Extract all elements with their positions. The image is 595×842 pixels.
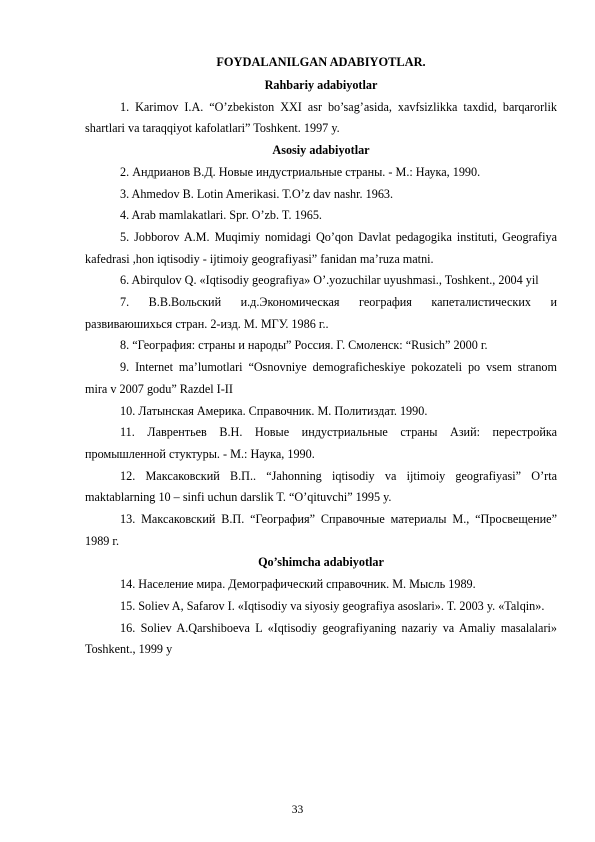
reference-item: 13. Максаковский В.П. “География” Справочные материалы М., “Просвещение” 1989 г. bbox=[85, 512, 557, 548]
reference-item: 4. Arab mamlakatlari. Spr. O’zb. T. 1965. bbox=[120, 208, 322, 223]
section-additional-literature bbox=[85, 552, 557, 661]
reference-item: 12. Максаковский В.П.. “Jahonning iqtisodiy va ijtimoiy geografiyasi” O’rta maktablarning 10 – sinfi uchun darslik T. “O’qituvchi” 1995 y. bbox=[85, 468, 557, 505]
reference-item: 2. Андрианов В.Д. Новые индустриальные страны. - М.: Наука, 1990. bbox=[120, 164, 481, 179]
page-title: FOYDALANILGAN ADABIYOTLAR. bbox=[216, 55, 426, 69]
reference-item: 8. “География: страны и народы” Россия. Г. Смоленск: “Rusich” 2000 г. bbox=[120, 338, 488, 353]
bibliography-content bbox=[85, 52, 557, 661]
section-main-literature bbox=[85, 140, 557, 552]
section-heading: Asosiy adabiyotlar bbox=[272, 143, 370, 158]
section-heading: Qo’shimcha adabiyotlar bbox=[258, 555, 384, 570]
reference-item: 3. Ahmedov B. Lotin Amerikasi. T.O’z dav nashr. 1963. bbox=[120, 186, 394, 201]
reference-item: 11. Лаврентьев В.Н. Новые индустриальные страны Азий: перестройка промышленной стуктуры. - М.: Наука, 1990. bbox=[85, 425, 557, 461]
reference-item: 16. Soliev A.Qarshiboeva L «Iqtisodiy geografiyaning nazariy va Amaliy masalalari» Toshkent., 1999 y bbox=[85, 620, 557, 657]
page-number: 33 bbox=[291, 804, 304, 816]
reference-item: 5. Jobborov A.M. Muqimiy nomidagi Qo’qon Davlat pedagogika instituti, Geografiya kafedrasi ,hon iqtisodiy - ijtimoiy geografiyasi” fanidan ma’ruza matni. bbox=[85, 229, 557, 266]
reference-item: 15. Soliev A, Safarov I. «Iqtisodiy va siyosiy geografiya asoslari». T. 2003 y. «Talqin». bbox=[120, 598, 545, 613]
section-heading: Rahbariy adabiyotlar bbox=[264, 78, 378, 92]
reference-item: 10. Латынская Америка. Справочник. М. Политиздат. 1990. bbox=[120, 403, 428, 418]
reference-item: 9. Internet ma’lumotlari “Osnovniye demograficheskiye pokozateli po vsem stranom mira v 2007 godu” Razdel I-II bbox=[85, 360, 557, 396]
reference-item: 1. Karimov I.A. “O’zbekiston XXI asr bo’sag’asida, xavfsizlikka taxdid, barqarorlik shartlari va taraqqiyot kafolatlari” Toshkent. 1997 y. bbox=[85, 99, 557, 136]
reference-item: 14. Население мира. Демографический справочник. М. Мысль 1989. bbox=[120, 577, 476, 592]
section-guiding-literature bbox=[85, 75, 557, 140]
reference-item: 6. Abirqulov Q. «Iqtisodiy geografiya» O’.yozuchilar uyushmasi., Toshkent., 2004 yil bbox=[120, 273, 539, 288]
reference-item: 7. В.В.Вольский и.д.Экономическая география капеталистических и развиваюшихься стран. 2-изд. М. МГУ. 1986 г.. bbox=[85, 295, 557, 331]
